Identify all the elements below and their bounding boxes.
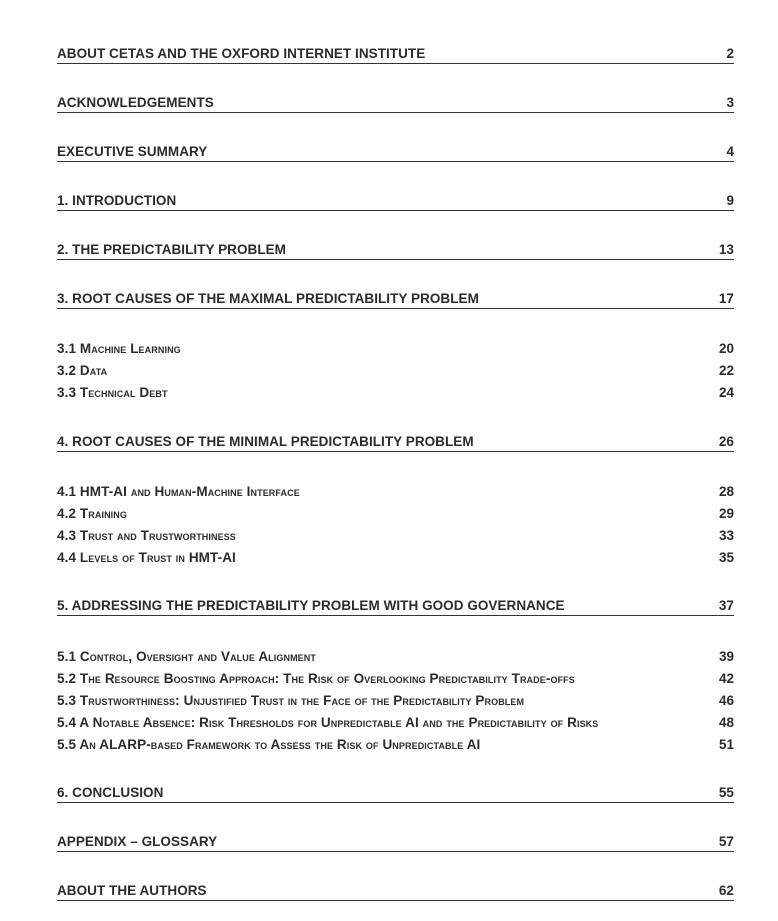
- toc-entry-label: 5. ADDRESSING THE PREDICTABILITY PROBLEM WITH GOOD GOVERNANCE: [57, 598, 565, 613]
- toc-entry-executive-summary[interactable]: [57, 144, 734, 162]
- toc-entry-page: 9: [726, 193, 734, 208]
- toc-subentry-3-3[interactable]: [57, 385, 734, 401]
- toc-subentry-4-2[interactable]: [57, 506, 734, 522]
- toc-entry-page: 62: [718, 883, 734, 898]
- toc-subentry-4-4[interactable]: [57, 550, 734, 566]
- toc-subentry-5-3[interactable]: [57, 693, 734, 709]
- toc-entry-conclusion[interactable]: [57, 785, 734, 803]
- toc-subentry-page: 35: [718, 550, 734, 565]
- toc-entry-root-causes-minimal[interactable]: [57, 434, 734, 452]
- toc-subentry-page: 24: [718, 385, 734, 400]
- toc-entry-predictability-problem[interactable]: [57, 242, 734, 260]
- toc-subentry-4-3[interactable]: [57, 528, 734, 544]
- toc-subentry-label: 4.2 Training: [57, 506, 127, 521]
- toc-subentry-page: 39: [718, 649, 734, 664]
- toc-entry-label: EXECUTIVE SUMMARY: [57, 144, 208, 159]
- toc-subentry-label: 4.4 Levels of Trust in HMT-AI: [57, 550, 236, 565]
- toc-entry-page: 2: [726, 46, 734, 61]
- toc-subentry-3-1[interactable]: [57, 341, 734, 357]
- toc-entry-page: 17: [718, 291, 734, 306]
- toc-subentry-5-1[interactable]: [57, 649, 734, 665]
- toc-subentry-page: 22: [718, 363, 734, 378]
- toc-entry-page: 55: [718, 785, 734, 800]
- toc-subentry-label: 3.3 Technical Debt: [57, 385, 168, 400]
- toc-entry-about-authors[interactable]: [57, 883, 734, 901]
- toc-entry-label: 4. ROOT CAUSES OF THE MINIMAL PREDICTABILITY PROBLEM: [57, 434, 474, 449]
- toc-subentry-label: 5.2 The Resource Boosting Approach: The Risk of Overlooking Predictability Trade-offs: [57, 671, 575, 686]
- toc-subentry-page: 48: [718, 715, 734, 730]
- toc-entry-good-governance[interactable]: [57, 598, 734, 616]
- toc-subentry-label: 5.3 Trustworthiness: Unjustified Trust in the Face of the Predictability Problem: [57, 693, 525, 708]
- toc-subentry-label: 3.1 Machine Learning: [57, 341, 181, 356]
- toc-subentry-page: 20: [718, 341, 734, 356]
- toc-subentry-page: 28: [718, 484, 734, 499]
- toc-entry-page: 57: [718, 834, 734, 849]
- toc-subentry-page: 51: [718, 737, 734, 752]
- toc-subentry-label: 5.4 A Notable Absence: Risk Thresholds for Unpredictable AI and the Predictability of Risks: [57, 715, 599, 730]
- toc-entry-label: ACKNOWLEDGEMENTS: [57, 95, 214, 110]
- toc-subentry-3-2[interactable]: [57, 363, 734, 379]
- toc-subentry-label: 5.1 Control, Oversight and Value Alignment: [57, 649, 316, 664]
- toc-entry-label: ABOUT CETAS AND THE OXFORD INTERNET INSTITUTE: [57, 46, 426, 61]
- toc-entry-about-cetas[interactable]: [57, 46, 734, 64]
- toc-subentry-label: 3.2 Data: [57, 363, 108, 378]
- toc-entry-label: 1. INTRODUCTION: [57, 193, 177, 208]
- toc-entry-appendix-glossary[interactable]: [57, 834, 734, 852]
- toc-entry-page: 4: [726, 144, 734, 159]
- toc-entry-page: 3: [726, 95, 734, 110]
- toc-subentry-5-4[interactable]: [57, 715, 734, 731]
- toc-entry-acknowledgements[interactable]: [57, 95, 734, 113]
- toc-subentry-page: 42: [718, 671, 734, 686]
- toc-entry-label: ABOUT THE AUTHORS: [57, 883, 207, 898]
- toc-entry-label: 2. THE PREDICTABILITY PROBLEM: [57, 242, 286, 257]
- toc-subentry-4-1[interactable]: [57, 484, 734, 500]
- toc-subentry-page: 46: [718, 693, 734, 708]
- toc-entry-introduction[interactable]: [57, 193, 734, 211]
- toc-subentry-label: 4.3 Trust and Trustworthiness: [57, 528, 236, 543]
- toc-subentry-page: 29: [718, 506, 734, 521]
- toc-subentry-page: 33: [718, 528, 734, 543]
- toc-entry-page: 37: [718, 598, 734, 613]
- toc-entry-page: 13: [718, 242, 734, 257]
- toc-entry-page: 26: [718, 434, 734, 449]
- toc-subentry-label: 5.5 An ALARP-based Framework to Assess the Risk of Unpredictable AI: [57, 737, 481, 752]
- toc-entry-label: 6. CONCLUSION: [57, 785, 164, 800]
- toc-subentry-5-2[interactable]: [57, 671, 734, 687]
- toc-subentry-label: 4.1 HMT-AI and Human-Machine Interface: [57, 484, 300, 499]
- toc-entry-root-causes-maximal[interactable]: [57, 291, 734, 309]
- toc-entry-label: APPENDIX – GLOSSARY: [57, 834, 218, 849]
- toc-entry-label: 3. ROOT CAUSES OF THE MAXIMAL PREDICTABILITY PROBLEM: [57, 291, 479, 306]
- toc-subentry-5-5[interactable]: [57, 737, 734, 753]
